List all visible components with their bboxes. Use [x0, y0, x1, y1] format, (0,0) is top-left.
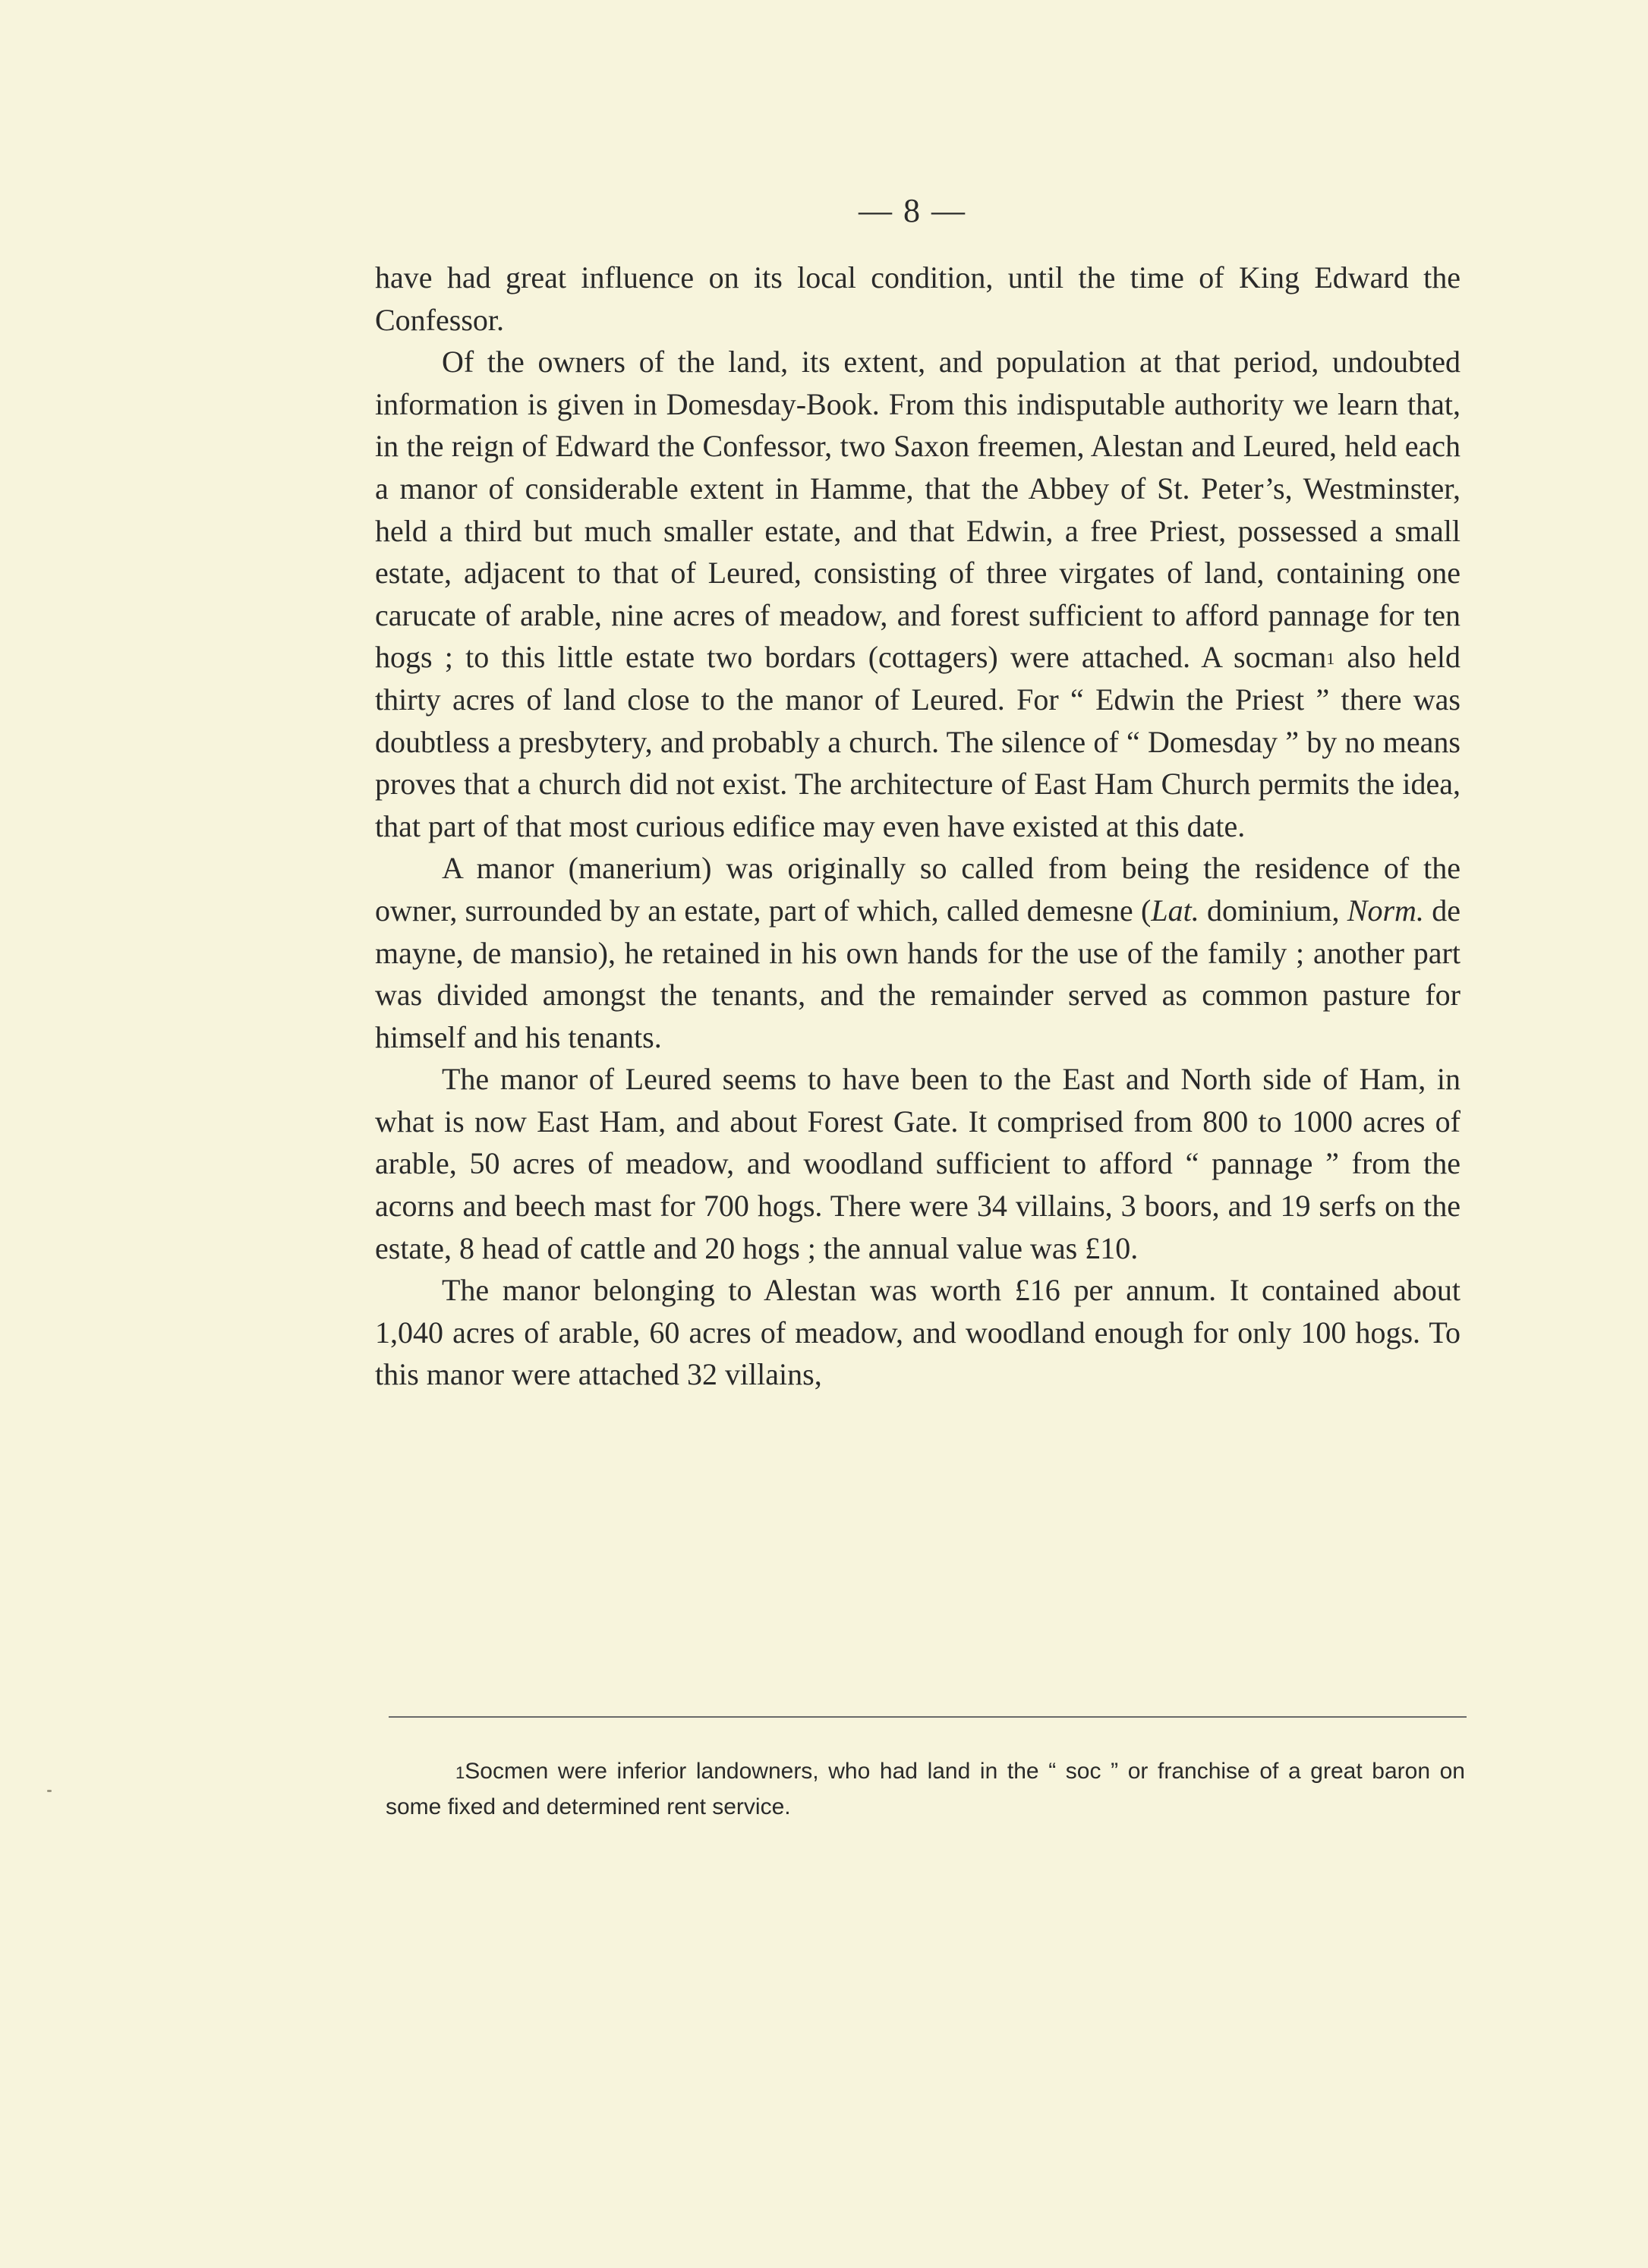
italic-abbreviation: Lat. — [1151, 893, 1199, 928]
footnote-divider — [389, 1716, 1467, 1718]
paragraph: have had great influence on its local condition, until the time of King Edward the Confessor. — [375, 260, 1461, 337]
body-text — [375, 257, 1461, 1396]
text-segment: Of the owners of the land, its extent, and population at that period, undoubted information is given in Domesday-Book. From this indisputable authority we learn that, in the reign of Edward the Confessor, two Saxon freemen, Alestan and Leured, held each a manor of considerable extent in Hamme, that the Abbey of St. Peter’s, Westminster, held a third but much smaller estate, and that Edwin, a free Priest, possessed a small estate, adjacent to that of Leured, consisting of three virgates of land, containing one carucate of arable, nine acres of meadow, and forest sufficient to afford pannage for ten hogs ; to this little estate two bordars (cottagers) were attached. A socman — [375, 345, 1461, 675]
text-segment: A manor (manerium) was originally so called from being the residence of the owner, surrounded by an estate, part of which, called demesne ( — [375, 851, 1461, 928]
footnote — [386, 1753, 1465, 1825]
paragraph: The manor belonging to Alestan was worth £16 per annum. It contained about 1,040 acres of arable, 60 acres of meadow, and woodland enough for only 100 hogs. To this manor were attached 32 villains, — [375, 1273, 1461, 1392]
paragraph — [375, 847, 1461, 1058]
text-segment: also held thirty acres of land close to the manor of Leured. For “ Edwin the Priest ” there was doubtless a presbytery, and probably a church. The silence of “ Domesday ” by no means proves that a church did not exist. The architecture of East Ham Church permits the idea, that part of that most curious edifice may even have existed at this date. — [375, 640, 1461, 843]
text-segment: dominium, — [1199, 893, 1347, 928]
italic-abbreviation: Norm. — [1347, 893, 1424, 928]
footnote-text: Socmen were inferior landowners, who had land in the “ soc ” or franchise of a great baron on some fixed and determined rent service. — [386, 1759, 1465, 1819]
footnote-reference[interactable]: 1 — [1326, 649, 1335, 669]
paragraph — [375, 341, 1461, 847]
text-segment: de mayne, de mansio), he retained in his own hands for the use of the family ; another part was divided amongst the tenants, and the remainder served as common pasture for himself and his tenants. — [375, 893, 1461, 1054]
footnote-marker: 1 — [455, 1763, 465, 1782]
paragraph: The manor of Leured seems to have been to the East and North side of Ham, in what is now East Ham, and about Forest Gate. It comprised from 800 to 1000 acres of arable, 50 acres of meadow, and woodland sufficient to afford “ pannage ” from the acorns and beech mast for 700 hogs. There were 34 villains, 3 boors, and 19 serfs on the estate, 8 head of cattle and 20 hogs ; the annual value was £10. — [375, 1062, 1461, 1265]
paper-speck — [47, 1790, 52, 1792]
page-number: — 8 — — [859, 192, 966, 229]
